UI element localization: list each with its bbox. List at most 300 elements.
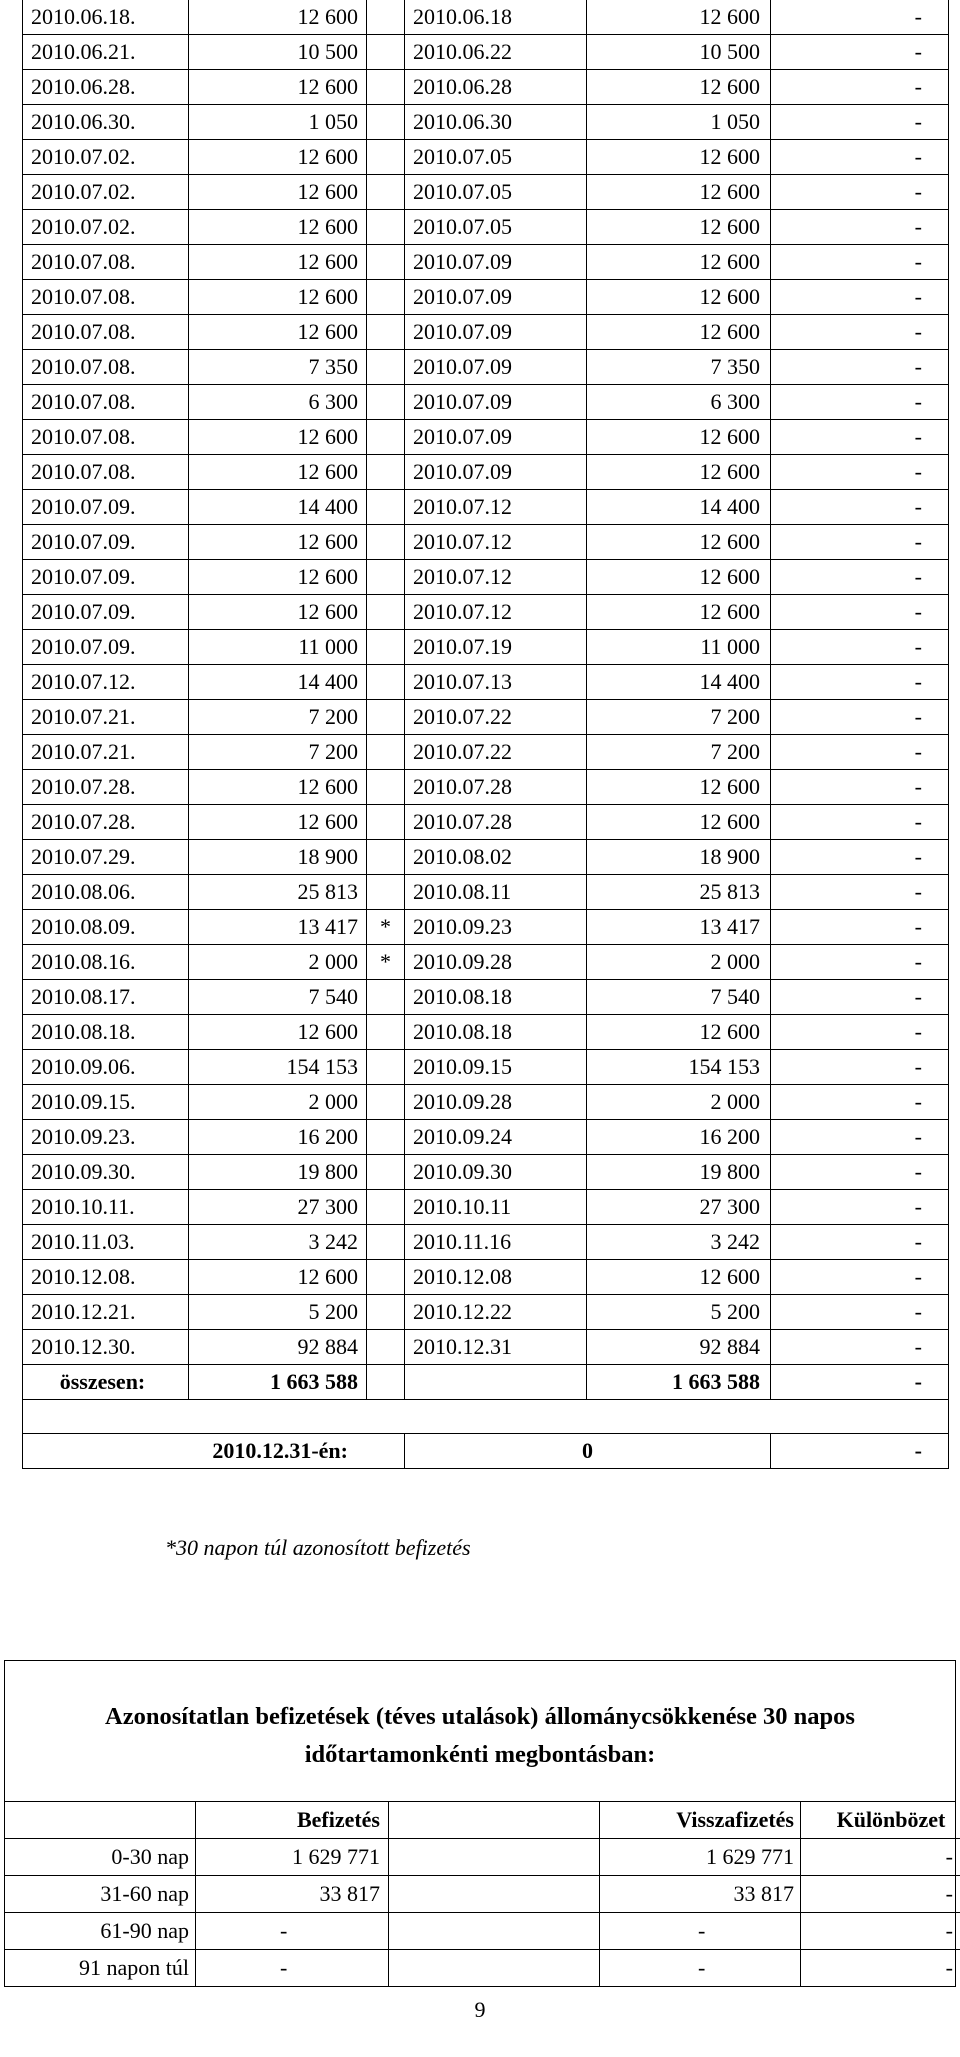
payment-date-cell: 2010.07.08. [23,245,189,280]
payment-amount-cell: 7 200 [189,735,367,770]
late-mark-cell: * [367,945,405,980]
late-mark-cell [367,105,405,140]
ledger-row [23,1085,949,1120]
payment-date-cell: 2010.07.29. [23,840,189,875]
ledger-row [23,1190,949,1225]
payment-date-cell: 2010.12.08. [23,1260,189,1295]
difference-cell: - [771,490,949,525]
late-mark-cell [367,700,405,735]
end-balance-value: 0 [405,1434,771,1469]
late-mark-cell [367,455,405,490]
total-amount: 1 663 588 [189,1365,367,1400]
identification-date-cell: 2010.06.22 [405,35,587,70]
difference-cell: - [771,210,949,245]
difference-cell: - [771,315,949,350]
payment-amount-cell: 12 600 [189,805,367,840]
difference-cell: - [771,35,949,70]
summary-row [5,1876,960,1913]
ledger-row [23,735,949,770]
identified-amount-cell: 19 800 [587,1155,771,1190]
identification-date-cell: 2010.07.09 [405,315,587,350]
summary-refunds-cell: 33 817 [600,1876,801,1913]
identification-date-cell: 2010.07.28 [405,770,587,805]
summary-payments-cell: - [196,1950,389,1987]
difference-cell: - [771,735,949,770]
summary-row [5,1839,960,1876]
payment-amount-cell: 14 400 [189,665,367,700]
identified-amount-cell: 2 000 [587,945,771,980]
end-balance-diff: - [771,1434,949,1469]
identification-date-cell: 2010.07.22 [405,735,587,770]
ledger-row [23,1015,949,1050]
summary-header-refunds: Visszafizetés [600,1802,801,1839]
difference-cell: - [771,245,949,280]
identification-date-cell: 2010.07.12 [405,560,587,595]
payment-amount-cell: 154 153 [189,1050,367,1085]
late-mark-cell [367,1015,405,1050]
identification-date-cell: 2010.07.05 [405,175,587,210]
identification-date-cell: 2010.08.02 [405,840,587,875]
ledger-row [23,490,949,525]
late-mark-cell [367,70,405,105]
difference-cell: - [771,420,949,455]
identification-date-cell: 2010.09.23 [405,910,587,945]
late-mark-cell [367,525,405,560]
identification-date-cell: 2010.09.28 [405,1085,587,1120]
identified-amount-cell: 5 200 [587,1295,771,1330]
payment-amount-cell: 12 600 [189,1015,367,1050]
difference-cell: - [771,105,949,140]
identification-date-cell: 2010.09.15 [405,1050,587,1085]
difference-cell: - [771,840,949,875]
summary-row [5,1913,960,1950]
difference-cell: - [771,175,949,210]
difference-cell: - [771,0,949,35]
summary-title: Azonosítatlan befizetések (téves utalások) állománycsökkenése 30 napos időtartamonkénti megbontásban: [5,1661,955,1802]
payment-amount-cell: 19 800 [189,1155,367,1190]
identified-amount-cell: 16 200 [587,1120,771,1155]
end-balance-row [23,1434,949,1469]
summary-difference-cell: - [801,1876,960,1913]
payment-date-cell: 2010.06.18. [23,0,189,35]
end-balance-label: 2010.12.31-én: [23,1434,405,1469]
identified-amount-cell: 12 600 [587,315,771,350]
identified-amount-cell: 12 600 [587,280,771,315]
difference-cell: - [771,770,949,805]
ledger-row [23,875,949,910]
payment-amount-cell: 12 600 [189,525,367,560]
payment-amount-cell: 3 242 [189,1225,367,1260]
ledger-row [23,420,949,455]
summary-payments-cell: 1 629 771 [196,1839,389,1876]
identification-date-cell: 2010.09.28 [405,945,587,980]
ledger-row [23,210,949,245]
late-mark-cell [367,1050,405,1085]
identified-amount-cell: 7 540 [587,980,771,1015]
difference-cell: - [771,595,949,630]
late-mark-cell [367,140,405,175]
ledger-row [23,630,949,665]
identification-date-cell: 2010.07.09 [405,350,587,385]
ledger-row [23,1330,949,1365]
ledger-row [23,700,949,735]
payment-amount-cell: 12 600 [189,280,367,315]
ledger-body [23,0,949,1365]
identification-date-cell: 2010.07.09 [405,245,587,280]
identification-date-cell: 2010.07.22 [405,700,587,735]
payment-date-cell: 2010.06.30. [23,105,189,140]
total-id-amount: 1 663 588 [587,1365,771,1400]
payment-amount-cell: 12 600 [189,245,367,280]
difference-cell: - [771,455,949,490]
payment-date-cell: 2010.07.08. [23,420,189,455]
summary-box [4,1660,956,1987]
summary-header-row [5,1802,960,1839]
late-mark-cell [367,980,405,1015]
difference-cell: - [771,910,949,945]
payment-date-cell: 2010.07.08. [23,280,189,315]
ledger-row [23,140,949,175]
late-mark-cell [367,1330,405,1365]
payment-amount-cell: 6 300 [189,385,367,420]
identification-date-cell: 2010.08.11 [405,875,587,910]
payment-amount-cell: 18 900 [189,840,367,875]
payment-date-cell: 2010.07.09. [23,630,189,665]
ledger-row [23,945,949,980]
identified-amount-cell: 12 600 [587,560,771,595]
identified-amount-cell: 12 600 [587,455,771,490]
identification-date-cell: 2010.07.13 [405,665,587,700]
identified-amount-cell: 7 350 [587,350,771,385]
payment-date-cell: 2010.08.16. [23,945,189,980]
payment-amount-cell: 12 600 [189,420,367,455]
payment-date-cell: 2010.08.06. [23,875,189,910]
summary-refunds-cell: - [600,1950,801,1987]
identification-date-cell: 2010.07.12 [405,490,587,525]
identification-date-cell: 2010.06.18 [405,0,587,35]
ledger-row [23,385,949,420]
ledger-row [23,70,949,105]
difference-cell: - [771,280,949,315]
payment-date-cell: 2010.07.28. [23,805,189,840]
identified-amount-cell: 2 000 [587,1085,771,1120]
summary-body [5,1802,960,1986]
spacer-cell [23,1400,949,1434]
identification-date-cell: 2010.07.12 [405,595,587,630]
payment-date-cell: 2010.12.30. [23,1330,189,1365]
identification-date-cell: 2010.07.19 [405,630,587,665]
payment-amount-cell: 2 000 [189,1085,367,1120]
late-mark-cell [367,210,405,245]
late-mark-cell [367,420,405,455]
difference-cell: - [771,1330,949,1365]
late-mark-cell [367,175,405,210]
late-mark-cell [367,315,405,350]
difference-cell: - [771,385,949,420]
page-number: 9 [474,1997,486,2022]
late-mark-cell [367,1120,405,1155]
payment-date-cell: 2010.07.08. [23,315,189,350]
total-row [23,1365,949,1400]
identified-amount-cell: 12 600 [587,1260,771,1295]
payment-amount-cell: 12 600 [189,315,367,350]
identified-amount-cell: 10 500 [587,35,771,70]
late-mark-cell [367,0,405,35]
identified-amount-cell: 12 600 [587,0,771,35]
ledger-row [23,665,949,700]
payment-date-cell: 2010.08.09. [23,910,189,945]
late-mark-cell [367,875,405,910]
ledger-row [23,455,949,490]
identified-amount-cell: 3 242 [587,1225,771,1260]
late-mark-cell [367,595,405,630]
ledger-row [23,1225,949,1260]
ledger-row [23,0,949,35]
identification-date-cell: 2010.08.18 [405,1015,587,1050]
identified-amount-cell: 12 600 [587,770,771,805]
payment-amount-cell: 12 600 [189,175,367,210]
identified-amount-cell: 11 000 [587,630,771,665]
ledger-row [23,560,949,595]
ledger-row [23,595,949,630]
payment-amount-cell: 92 884 [189,1330,367,1365]
identified-amount-cell: 27 300 [587,1190,771,1225]
payment-amount-cell: 5 200 [189,1295,367,1330]
payment-date-cell: 2010.12.21. [23,1295,189,1330]
identification-date-cell: 2010.07.28 [405,805,587,840]
summary-period-cell: 61-90 nap [5,1913,196,1950]
late-mark-cell [367,735,405,770]
identification-date-cell: 2010.07.09 [405,455,587,490]
late-mark-cell [367,280,405,315]
identified-amount-cell: 12 600 [587,595,771,630]
summary-difference-cell: - [945,1955,953,1980]
late-mark-cell [367,490,405,525]
payment-date-cell: 2010.11.03. [23,1225,189,1260]
payment-amount-cell: 12 600 [189,0,367,35]
payment-amount-cell: 12 600 [189,455,367,490]
identification-date-cell: 2010.12.31 [405,1330,587,1365]
identification-date-cell: 2010.12.08 [405,1260,587,1295]
summary-period-cell: 91 napon túl [5,1950,196,1987]
identification-date-cell: 2010.07.12 [405,525,587,560]
identified-amount-cell: 154 153 [587,1050,771,1085]
late-mark-cell [367,770,405,805]
difference-cell: - [771,350,949,385]
payment-date-cell: 2010.09.30. [23,1155,189,1190]
payment-amount-cell: 12 600 [189,1260,367,1295]
payment-amount-cell: 12 600 [189,770,367,805]
payment-amount-cell: 1 050 [189,105,367,140]
summary-payments-cell: 33 817 [196,1876,389,1913]
identified-amount-cell: 14 400 [587,490,771,525]
identified-amount-cell: 12 600 [587,140,771,175]
payment-date-cell: 2010.10.11. [23,1190,189,1225]
payment-amount-cell: 11 000 [189,630,367,665]
payment-date-cell: 2010.07.08. [23,350,189,385]
late-mark-cell [367,35,405,70]
summary-difference-cell: - [801,1839,960,1876]
payment-date-cell: 2010.07.09. [23,595,189,630]
summary-gap-cell [389,1876,600,1913]
identification-date-cell: 2010.07.09 [405,420,587,455]
late-mark-cell [367,385,405,420]
ledger-row [23,1260,949,1295]
identified-amount-cell: 18 900 [587,840,771,875]
ledger-row [23,770,949,805]
difference-cell: - [771,1260,949,1295]
summary-header-difference: Különbözet [801,1802,960,1839]
payment-date-cell: 2010.07.21. [23,735,189,770]
payment-amount-cell: 7 540 [189,980,367,1015]
identified-amount-cell: 7 200 [587,735,771,770]
payment-amount-cell: 12 600 [189,595,367,630]
ledger-row [23,1050,949,1085]
ledger-row [23,980,949,1015]
summary-refunds-cell: 1 629 771 [600,1839,801,1876]
payment-amount-cell: 14 400 [189,490,367,525]
identification-date-cell: 2010.06.28 [405,70,587,105]
difference-cell: - [771,140,949,175]
late-mark-cell [367,840,405,875]
difference-cell: - [771,1295,949,1330]
summary-payments-cell: - [196,1913,389,1950]
payment-date-cell: 2010.07.02. [23,175,189,210]
summary-header-period [5,1802,196,1839]
payment-amount-cell: 12 600 [189,210,367,245]
payment-amount-cell: 27 300 [189,1190,367,1225]
identification-date-cell: 2010.09.30 [405,1155,587,1190]
late-mark-cell [367,1190,405,1225]
identification-date-cell: 2010.07.05 [405,140,587,175]
summary-period-cell: 31-60 nap [5,1876,196,1913]
ledger-row [23,840,949,875]
ledger-row [23,35,949,70]
identification-date-cell: 2010.08.18 [405,980,587,1015]
identification-date-cell: 2010.07.05 [405,210,587,245]
payment-date-cell: 2010.08.17. [23,980,189,1015]
payment-date-cell: 2010.07.09. [23,525,189,560]
payment-date-cell: 2010.07.09. [23,560,189,595]
ledger-row [23,245,949,280]
payment-amount-cell: 7 200 [189,700,367,735]
payment-date-cell: 2010.07.21. [23,700,189,735]
payment-date-cell: 2010.06.21. [23,35,189,70]
late-mark-cell [367,560,405,595]
identified-amount-cell: 13 417 [587,910,771,945]
payment-date-cell: 2010.07.28. [23,770,189,805]
identified-amount-cell: 12 600 [587,210,771,245]
difference-cell: - [771,1225,949,1260]
payment-date-cell: 2010.09.23. [23,1120,189,1155]
identification-date-cell: 2010.10.11 [405,1190,587,1225]
summary-gap-cell [389,1839,600,1876]
difference-cell: - [771,1190,949,1225]
late-mark-cell: * [367,910,405,945]
late-identification-note: *30 napon túl azonosított befizetés [165,1535,471,1560]
identification-date-cell: 2010.12.22 [405,1295,587,1330]
difference-cell: - [771,665,949,700]
identified-amount-cell: 12 600 [587,525,771,560]
payment-date-cell: 2010.07.02. [23,140,189,175]
payment-amount-cell: 12 600 [189,140,367,175]
difference-cell: - [771,1085,949,1120]
payment-amount-cell: 13 417 [189,910,367,945]
difference-cell: - [771,875,949,910]
total-mark [367,1365,405,1400]
payment-date-cell: 2010.09.15. [23,1085,189,1120]
difference-cell: - [771,805,949,840]
payment-amount-cell: 16 200 [189,1120,367,1155]
ledger-row [23,910,949,945]
difference-cell: - [771,980,949,1015]
summary-header-payments: Befizetés [196,1802,389,1839]
identified-amount-cell: 12 600 [587,175,771,210]
difference-cell: - [771,70,949,105]
summary-header-gap [389,1802,600,1839]
difference-cell: - [771,1050,949,1085]
ledger-footer [23,1365,949,1469]
ledger-row [23,525,949,560]
ledger-row [23,175,949,210]
payment-date-cell: 2010.06.28. [23,70,189,105]
identified-amount-cell: 6 300 [587,385,771,420]
summary-refunds-cell: - [600,1913,801,1950]
identification-date-cell: 2010.07.09 [405,385,587,420]
spacer-row [23,1400,949,1434]
identification-date-cell: 2010.11.16 [405,1225,587,1260]
payment-date-cell: 2010.08.18. [23,1015,189,1050]
payment-amount-cell: 7 350 [189,350,367,385]
payment-amount-cell: 2 000 [189,945,367,980]
identified-amount-cell: 92 884 [587,1330,771,1365]
difference-cell: - [771,1155,949,1190]
identified-amount-cell: 12 600 [587,805,771,840]
payment-date-cell: 2010.07.09. [23,490,189,525]
late-mark-cell [367,245,405,280]
difference-cell: - [771,630,949,665]
ledger-row [23,350,949,385]
payment-amount-cell: 12 600 [189,560,367,595]
payment-amount-cell: 12 600 [189,70,367,105]
late-mark-cell [367,630,405,665]
payment-date-cell: 2010.07.12. [23,665,189,700]
payment-date-cell: 2010.07.08. [23,455,189,490]
ledger-table [22,0,949,1469]
payment-amount-cell: 25 813 [189,875,367,910]
late-mark-cell [367,1085,405,1120]
summary-gap-cell [389,1913,600,1950]
ledger-row [23,1155,949,1190]
identified-amount-cell: 14 400 [587,665,771,700]
identified-amount-cell: 12 600 [587,420,771,455]
payment-amount-cell: 10 500 [189,35,367,70]
identified-amount-cell: 25 813 [587,875,771,910]
ledger-row [23,280,949,315]
late-mark-cell [367,1295,405,1330]
identification-date-cell: 2010.09.24 [405,1120,587,1155]
ledger-row [23,1295,949,1330]
identified-amount-cell: 12 600 [587,245,771,280]
summary-row [5,1950,960,1987]
late-mark-cell [367,1155,405,1190]
difference-cell: - [771,700,949,735]
identified-amount-cell: 12 600 [587,1015,771,1050]
difference-cell: - [771,1015,949,1050]
late-mark-cell [367,665,405,700]
late-mark-cell [367,1260,405,1295]
total-id-date [405,1365,587,1400]
